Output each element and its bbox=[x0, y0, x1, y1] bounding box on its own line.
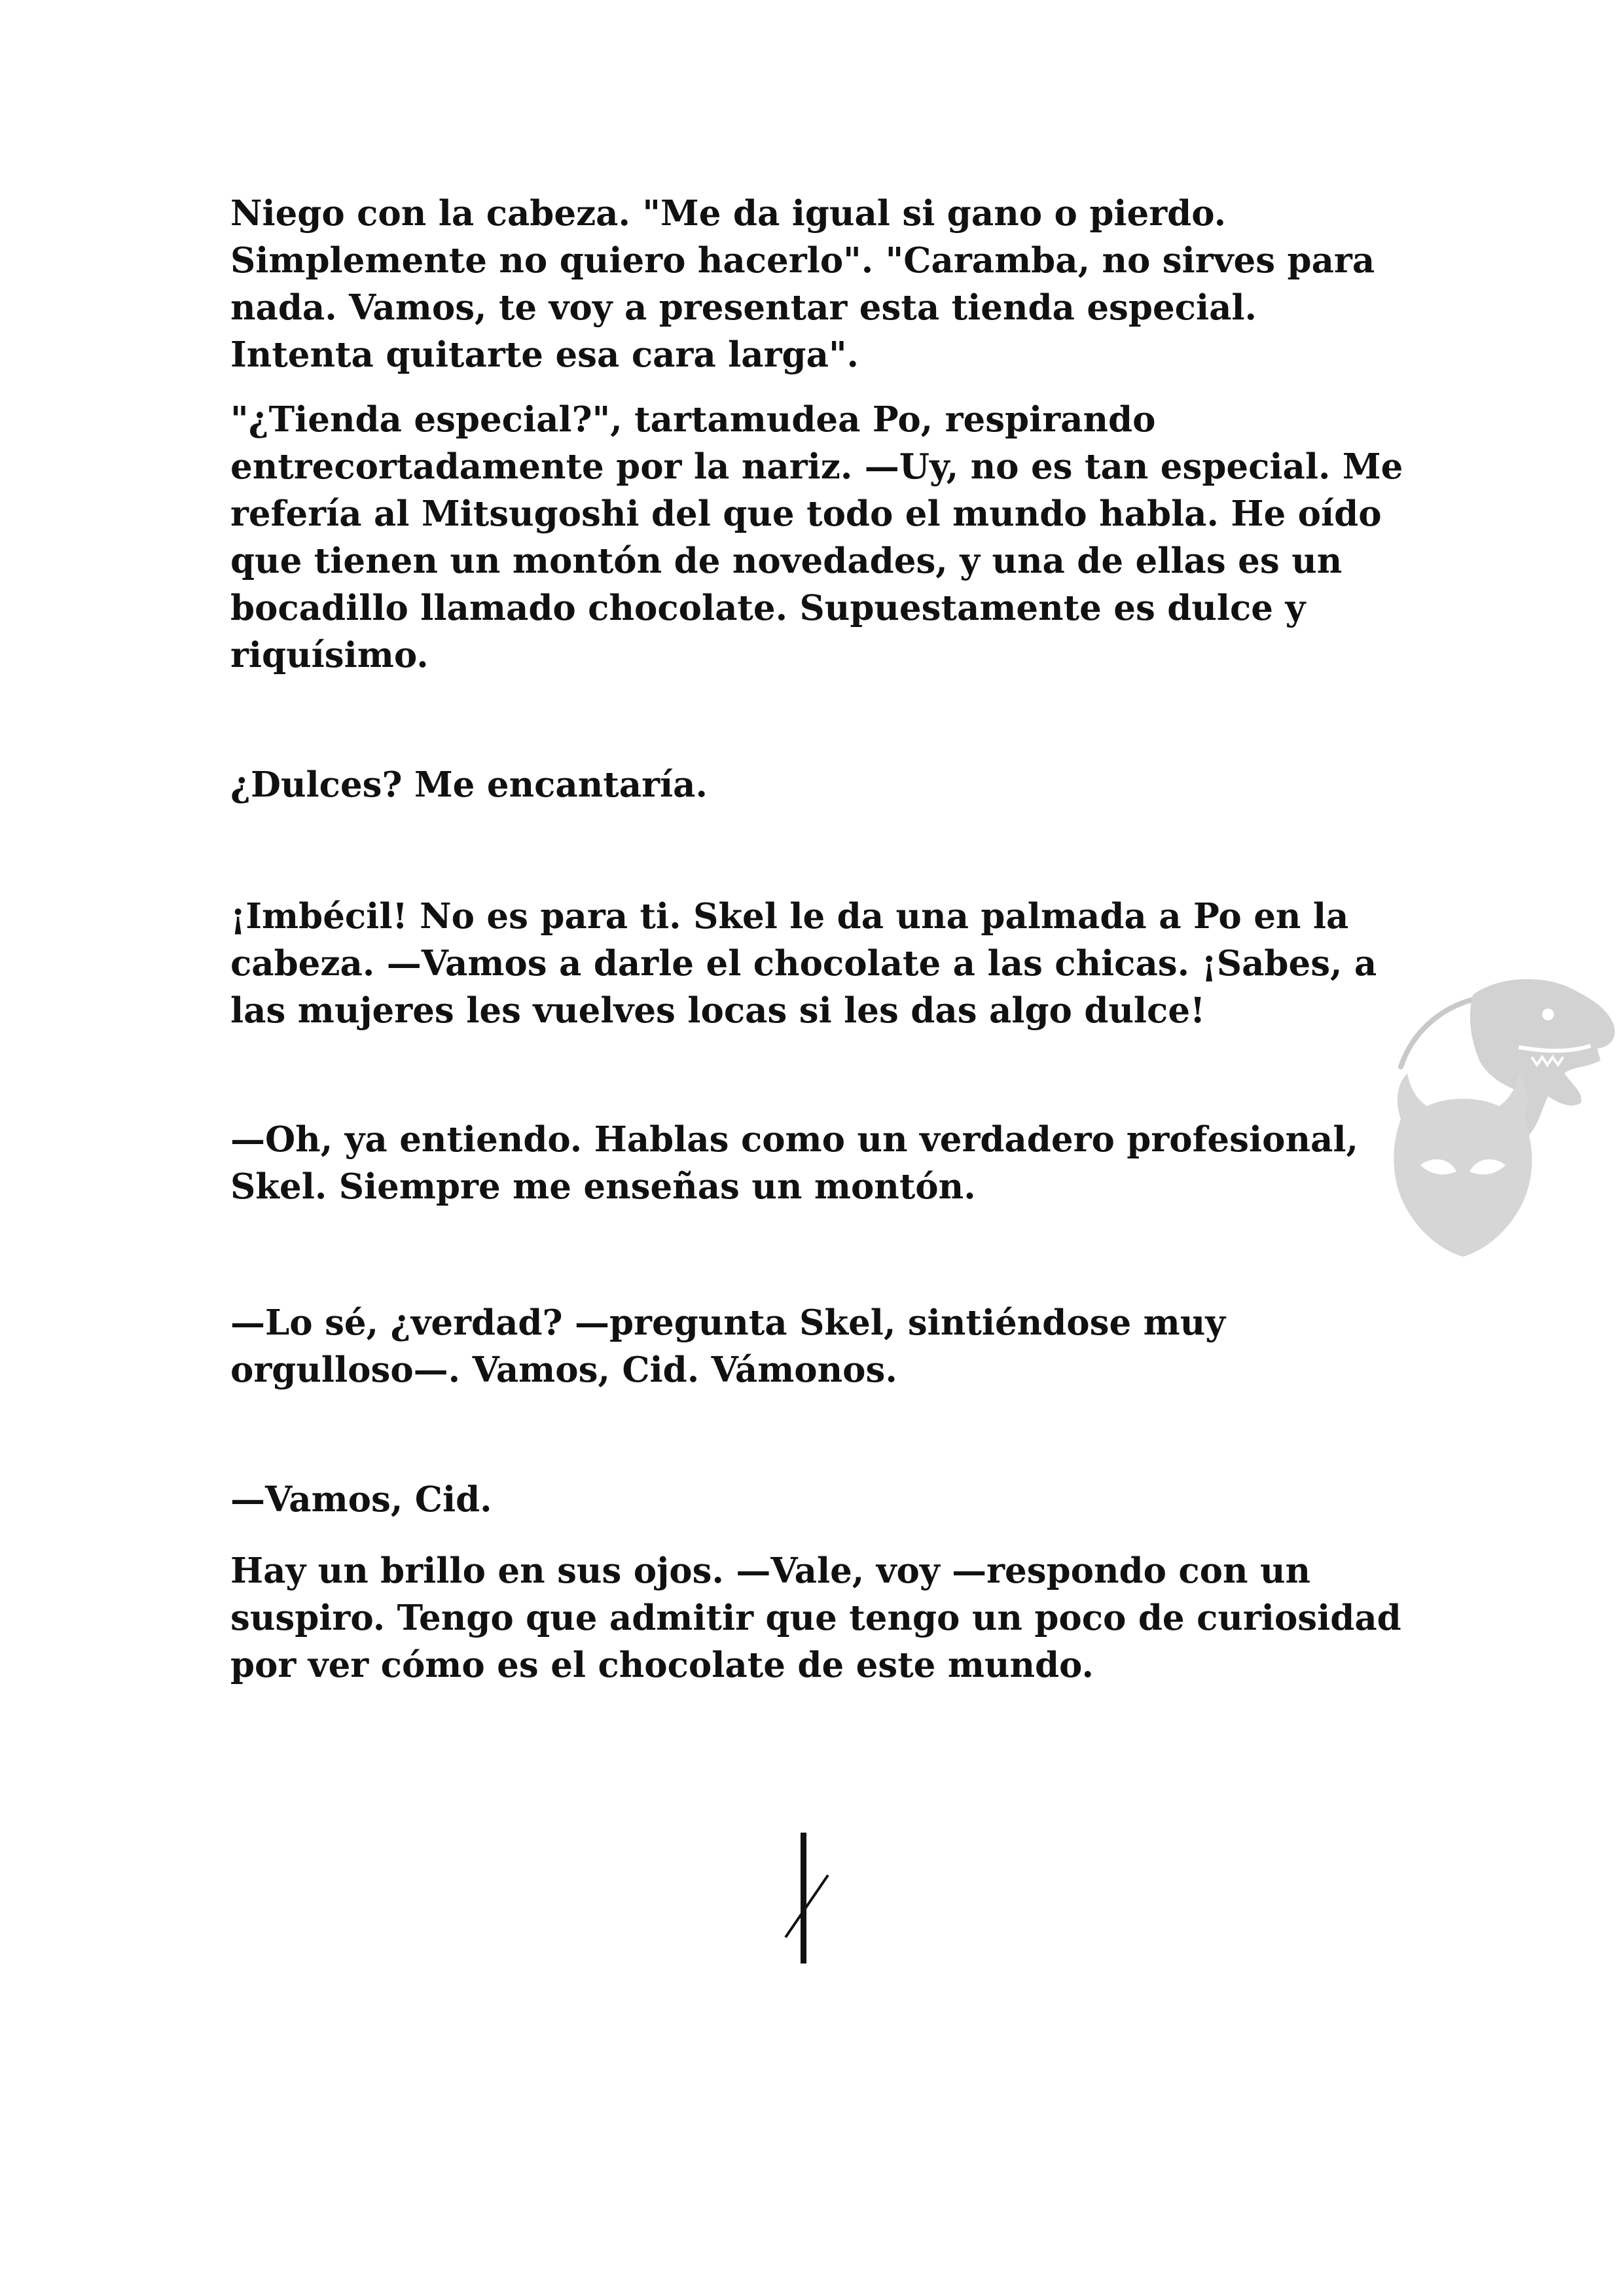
text-line: nada. Vamos, te voy a presentar esta tienda especial. bbox=[230, 287, 1257, 328]
text-line: riquísimo. bbox=[230, 635, 429, 675]
text-line: —Vamos, Cid. bbox=[230, 1479, 492, 1520]
paragraph bbox=[230, 1299, 1409, 1393]
text-line: Niego con la cabeza. "Me da igual si gano o pierdo. bbox=[230, 193, 1227, 234]
text-line: Hay un brillo en sus ojos. —Vale, voy —respondo con un bbox=[230, 1551, 1311, 1591]
paragraph bbox=[230, 1476, 1409, 1523]
text-line: Intenta quitarte esa cara larga". bbox=[230, 334, 859, 375]
text-line: refería al Mitsugoshi del que todo el mundo habla. He oído bbox=[230, 493, 1382, 534]
text-line: orgulloso—. Vamos, Cid. Vámonos. bbox=[230, 1350, 897, 1390]
text-line: entrecortadamente por la nariz. —Uy, no es tan especial. Me bbox=[230, 446, 1403, 487]
paragraph bbox=[230, 396, 1409, 679]
paragraph bbox=[230, 893, 1409, 1034]
text-line: ¡Imbécil! No es para ti. Skel le da una palmada a Po en la bbox=[230, 896, 1349, 937]
text-line: —Oh, ya entiendo. Hablas como un verdadero profesional, bbox=[230, 1119, 1358, 1160]
paragraph bbox=[230, 1116, 1409, 1210]
text-line: suspiro. Tengo que admitir que tengo un poco de curiosidad bbox=[230, 1598, 1401, 1638]
paragraph bbox=[230, 1547, 1409, 1689]
text-line: cabeza. —Vamos a darle el chocolate a las chicas. ¡Sabes, a bbox=[230, 943, 1377, 984]
text-line: Simplemente no quiero hacerlo". "Caramba, no sirves para bbox=[230, 240, 1375, 281]
dinosaur-devil-watermark-icon bbox=[1375, 969, 1623, 1296]
text-line: Skel. Siempre me enseñas un montón. bbox=[230, 1166, 976, 1207]
text-line: las mujeres les vuelves locas si les das algo dulce! bbox=[230, 990, 1206, 1031]
text-line: "¿Tienda especial?", tartamudea Po, respirando bbox=[230, 399, 1156, 440]
text-line: que tienen un montón de novedades, y una de ellas es un bbox=[230, 541, 1343, 581]
paragraph bbox=[230, 190, 1409, 378]
text-line: bocadillo llamado chocolate. Supuestamente es dulce y bbox=[230, 588, 1306, 628]
text-line: ¿Dulces? Me encantaría. bbox=[230, 764, 708, 805]
paragraph bbox=[230, 761, 1409, 808]
text-line: por ver cómo es el chocolate de este mundo. bbox=[230, 1645, 1094, 1685]
slash-divider-icon bbox=[776, 1833, 835, 1964]
text-line: —Lo sé, ¿verdad? —pregunta Skel, sintiéndose muy bbox=[230, 1302, 1226, 1343]
